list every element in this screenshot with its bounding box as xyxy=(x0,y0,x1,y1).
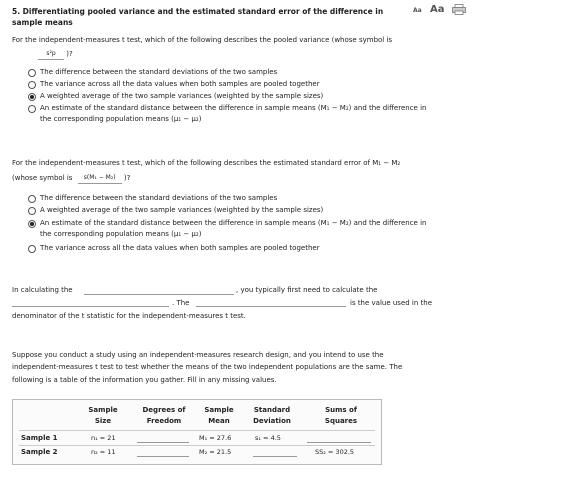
sample-1-df-input[interactable] xyxy=(137,434,189,443)
header-sample-mean: Sample Mean xyxy=(204,406,234,425)
radio-button-selected[interactable] xyxy=(28,93,36,101)
sample-2-size: n₂ = 11 xyxy=(91,448,116,456)
q3-part2: , you typically first need to calculate the xyxy=(236,286,378,294)
q3-part1: In calculating the xyxy=(12,286,73,294)
q2-option-4-label: The variance across all the data values when both samples are pooled together xyxy=(40,244,320,252)
header-sums-of-squares: Sums of Squares xyxy=(324,406,358,425)
q2-option-3-label: An estimate of the standard distance between the difference in sample means (M₁ − M₂) and the difference in xyxy=(40,219,427,227)
q1-suffix: )? xyxy=(66,50,73,58)
sample-2-sd-input[interactable] xyxy=(253,448,297,457)
row-label-sample-1: Sample 1 xyxy=(21,434,58,442)
q1-option-4[interactable] xyxy=(28,103,500,125)
question-title: 5. Differentiating pooled variance and the estimated standard error of the difference in sample means xyxy=(12,7,384,27)
table-divider xyxy=(19,445,375,446)
header-standard-deviation: Standard Deviation xyxy=(253,406,291,425)
sample-2-mean: M₂ = 21.5 xyxy=(199,448,232,456)
radio-button[interactable] xyxy=(28,195,36,203)
sample-2-df-input[interactable] xyxy=(137,448,189,457)
q1-option-2-label: The variance across all the data values when both samples are pooled together xyxy=(40,80,320,88)
sample-1-mean: M₁ = 27.6 xyxy=(199,434,232,442)
q1-option-1[interactable] xyxy=(28,67,500,78)
sample-1-ss-input[interactable] xyxy=(307,434,371,443)
q3-blank-2[interactable] xyxy=(12,297,169,307)
radio-button[interactable] xyxy=(28,69,36,77)
font-size-decrease-button[interactable]: Aa xyxy=(413,7,422,14)
q4-line-3: following is a table of the information you gather. Fill in any missing values. xyxy=(12,376,277,384)
table-divider xyxy=(19,430,375,431)
q3-blank-3[interactable] xyxy=(196,297,346,307)
header-degrees-freedom: Degrees of Freedom xyxy=(142,406,186,425)
q1-option-4-label: An estimate of the standard distance between the difference in sample means (M₁ − M₂) and the difference in xyxy=(40,104,427,112)
q4-line-2: independent-measures t test to test whether the means of the two independent populations are the same. The xyxy=(12,363,403,371)
q2-symbol-line xyxy=(12,172,130,184)
q1-option-4-label-cont: the corresponding population means (μ₁ − μ₂) xyxy=(40,115,202,123)
sample-2-ss: SS₂ = 302.5 xyxy=(315,448,355,456)
radio-button[interactable] xyxy=(28,105,36,113)
font-size-increase-button[interactable]: Aa xyxy=(430,4,445,15)
data-table xyxy=(12,399,382,465)
q2-prompt-cont: (whose symbol is xyxy=(12,174,73,182)
q3-part3: . The xyxy=(172,299,190,307)
q2-symbol: s(M₁ − M₂) xyxy=(78,172,122,184)
q2-option-4[interactable] xyxy=(28,243,500,254)
q1-symbol: s²p xyxy=(38,48,64,60)
q2-option-3[interactable] xyxy=(28,218,500,240)
q1-prompt: For the independent-measures t test, which of the following describes the pooled variance (whose symbol is xyxy=(12,36,393,44)
header-sample-size: Sample Size xyxy=(88,406,118,425)
q2-suffix: )? xyxy=(123,174,131,182)
print-icon[interactable] xyxy=(452,4,466,15)
q4-line-1: Suppose you conduct a study using an independent-measures research design, and you intend to use the xyxy=(12,351,384,359)
radio-button[interactable] xyxy=(28,245,36,253)
radio-button[interactable] xyxy=(28,81,36,89)
q3-blank-1[interactable] xyxy=(84,285,234,295)
radio-button[interactable] xyxy=(28,207,36,215)
radio-button-selected[interactable] xyxy=(28,220,36,228)
q2-option-1-label: The difference between the standard deviations of the two samples xyxy=(40,194,278,202)
q2-option-2[interactable] xyxy=(28,205,500,216)
q2-prompt: For the independent-measures t test, which of the following describes the estimated standard error of M₁ − M₂ xyxy=(12,159,401,167)
q2-option-2-label: A weighted average of the two sample variances (weighted by the sample sizes) xyxy=(40,206,324,214)
q3-part5: denominator of the t statistic for the independent-measures t test. xyxy=(12,312,246,320)
sample-1-sd: s₁ = 4.5 xyxy=(255,434,281,442)
q1-option-3-label: A weighted average of the two sample variances (weighted by the sample sizes) xyxy=(40,92,324,100)
q1-option-2[interactable] xyxy=(28,79,500,90)
q1-option-3[interactable] xyxy=(28,91,500,102)
q1-symbol-line xyxy=(38,48,73,60)
q2-option-1[interactable] xyxy=(28,193,500,204)
row-label-sample-2: Sample 2 xyxy=(21,448,58,456)
q2-option-3-label-cont: the corresponding population means (μ₁ − μ₂) xyxy=(40,230,202,238)
q1-option-1-label: The difference between the standard deviations of the two samples xyxy=(40,68,278,76)
sample-1-size: n₁ = 21 xyxy=(91,434,116,442)
q3-part4: is the value used in the xyxy=(350,299,433,307)
